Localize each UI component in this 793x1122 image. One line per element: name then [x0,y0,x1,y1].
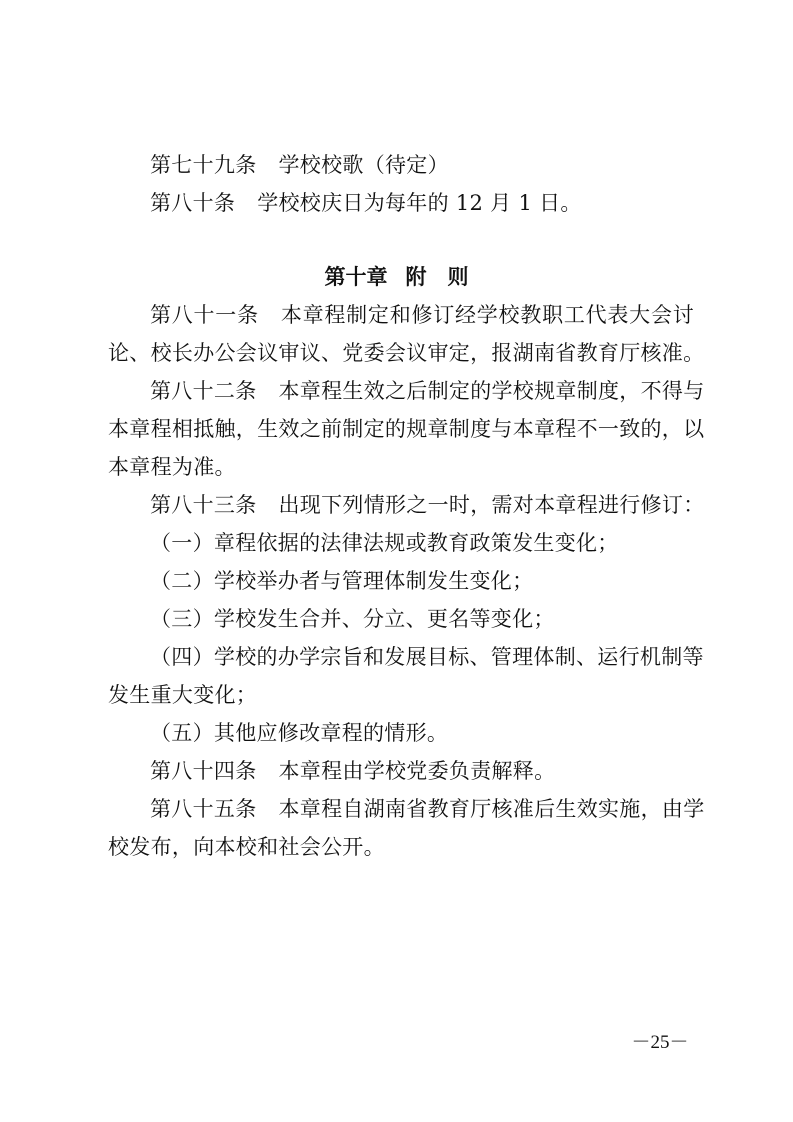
page-number: －25－ [631,1032,689,1053]
list-item-text: （四）学校的办学宗旨和发展目标、管理体制、运行机制等 [150,645,704,669]
article-text: 本章程生效之后制定的学校规章制度，不得与 [278,379,705,403]
article-text: 本章程由学校党委负责解释。 [278,759,556,783]
article-83 [150,492,705,518]
article-81-line-2 [108,340,705,366]
article-text: 本章程相抵触，生效之前制定的规章制度与本章程不一致的，以 [108,417,705,441]
article-number: 第七十九条 [150,153,257,177]
list-item-text: （三）学校发生合并、分立、更名等变化； [150,607,555,631]
list-item-2 [150,568,694,594]
article-text: 本章程制定和修订经学校教职工代表大会讨 [280,303,695,327]
list-item-text: 发生重大变化； [108,683,258,707]
article-number: 第八十四条 [150,759,257,783]
list-item-5 [150,720,694,746]
list-item-text: （二）学校举办者与管理体制发生变化； [150,569,534,593]
article-85-line-2 [108,834,694,860]
chapter-number: 第十章 [324,265,388,289]
article-79 [150,152,694,178]
article-80 [150,190,694,216]
chapter-name: 附 则 [405,265,469,289]
article-82-line-1 [150,378,705,404]
article-82-line-3 [108,454,694,480]
article-82-line-2 [108,416,705,442]
list-item-3 [150,606,694,632]
article-85-line-1 [150,796,705,822]
chapter-heading [0,264,793,290]
article-text: 出现下列情形之一时，需对本章程进行修订： [278,493,705,517]
article-number: 第八十五条 [150,797,257,821]
article-number: 第八十一条 [150,303,259,327]
list-item-1 [150,530,694,556]
article-text: 本章程自湖南省教育厅核准后生效实施，由学 [278,797,705,821]
article-81-line-1 [150,302,694,328]
article-text: 学校校庆日为每年的 12 月 1 日。 [257,191,582,215]
list-item-text: （一）章程依据的法律法规或教育政策发生变化； [150,531,619,555]
article-number: 第八十二条 [150,379,257,403]
list-item-text: （五）其他应修改章程的情形。 [150,721,449,745]
list-item-4-continued [108,682,694,708]
article-84 [150,758,694,784]
article-text: 学校校歌（待定） [278,153,449,177]
article-number: 第八十三条 [150,493,257,517]
article-text: 论、校长办公会议审议、党委会议审定，报湖南省教育厅核准。 [108,341,705,365]
article-number: 第八十条 [150,191,236,215]
list-item-4 [150,644,704,670]
article-text: 本章程为准。 [108,455,236,479]
article-text: 校发布，向本校和社会公开。 [108,835,385,859]
